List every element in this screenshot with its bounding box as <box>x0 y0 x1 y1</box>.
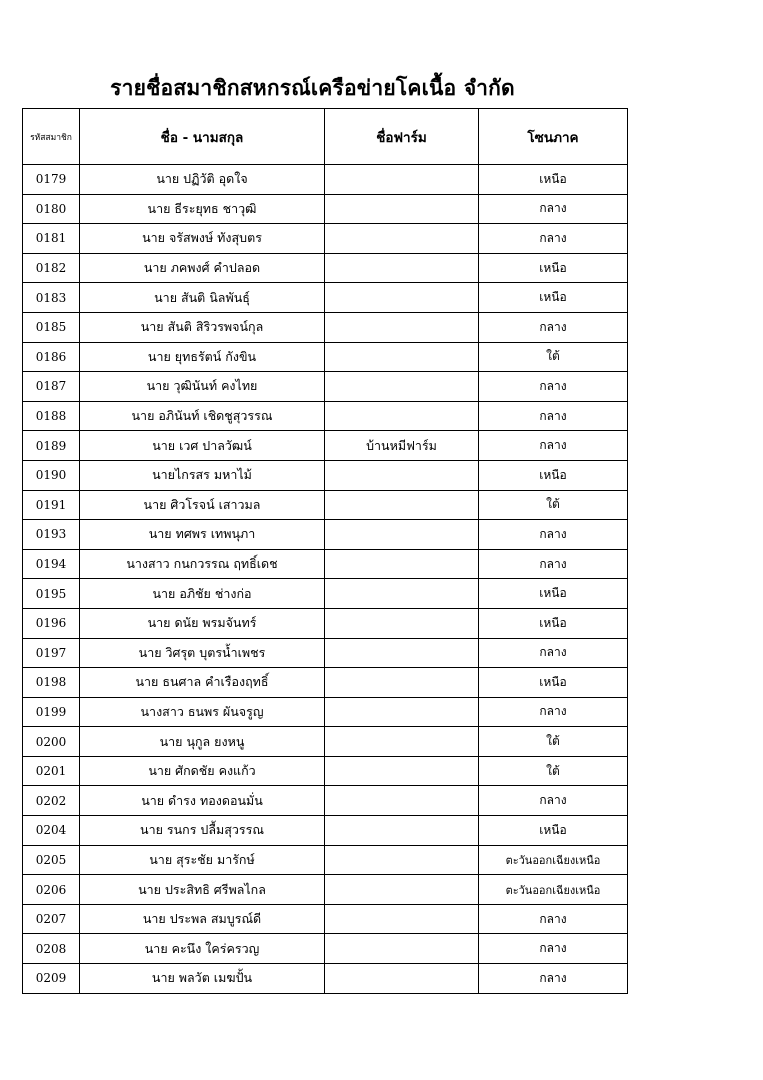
farm-name-cell <box>325 845 479 875</box>
member-id-cell: 0209 <box>23 964 80 994</box>
table-row <box>23 668 628 698</box>
farm-name-cell <box>325 312 479 342</box>
farm-name-cell <box>325 786 479 816</box>
column-header-name: ชื่อ - นามสกุล <box>80 109 325 165</box>
farm-name-cell <box>325 964 479 994</box>
zone-cell: กลาง <box>479 224 628 254</box>
member-id-cell: 0190 <box>23 460 80 490</box>
farm-name-cell <box>325 904 479 934</box>
document-title: รายชื่อสมาชิกสหกรณ์เครือข่ายโคเนื้อ จำกัด <box>110 76 515 100</box>
farm-name-cell <box>325 520 479 550</box>
table-header-row <box>23 109 628 165</box>
member-name-cell: นาย ธีระยุทธ ชาวุฒิ <box>80 194 325 224</box>
zone-cell: กลาง <box>479 697 628 727</box>
zone-cell: กลาง <box>479 520 628 550</box>
zone-cell: กลาง <box>479 934 628 964</box>
member-name-cell: นายไกรสร มหาไม้ <box>80 460 325 490</box>
farm-name-cell <box>325 283 479 313</box>
zone-cell: กลาง <box>479 964 628 994</box>
column-header-zone: โซนภาค <box>479 109 628 165</box>
member-id-cell: 0189 <box>23 431 80 461</box>
member-id-cell: 0206 <box>23 875 80 905</box>
farm-name-cell: บ้านหมีฟาร์ม <box>325 431 479 461</box>
member-id-cell: 0204 <box>23 816 80 846</box>
member-id-cell: 0180 <box>23 194 80 224</box>
member-name-cell: นาย รนกร ปลื้มสุวรรณ <box>80 816 325 846</box>
zone-cell: เหนือ <box>479 608 628 638</box>
member-id-cell: 0197 <box>23 638 80 668</box>
zone-cell: เหนือ <box>479 579 628 609</box>
member-name-cell: นาย สันติ สิริวรพจน์กุล <box>80 312 325 342</box>
member-name-cell: นาย ดนัย พรมจันทร์ <box>80 608 325 638</box>
column-header-farm: ชื่อฟาร์ม <box>325 109 479 165</box>
member-id-cell: 0185 <box>23 312 80 342</box>
member-id-cell: 0181 <box>23 224 80 254</box>
member-id-cell: 0196 <box>23 608 80 638</box>
member-id-cell: 0187 <box>23 372 80 402</box>
member-name-cell: นาย ดำรง ทองดอนมั่น <box>80 786 325 816</box>
table-row <box>23 964 628 994</box>
member-name-cell: นาย ประสิทธิ ศรีพลไกล <box>80 875 325 905</box>
table-row <box>23 431 628 461</box>
table-row <box>23 904 628 934</box>
farm-name-cell <box>325 372 479 402</box>
farm-name-cell <box>325 224 479 254</box>
zone-cell: เหนือ <box>479 283 628 313</box>
member-table <box>22 108 628 994</box>
member-id-cell: 0205 <box>23 845 80 875</box>
farm-name-cell <box>325 727 479 757</box>
zone-cell: เหนือ <box>479 460 628 490</box>
member-name-cell: นาย ธนศาล คำเรืองฤทธิ์ <box>80 668 325 698</box>
member-name-cell: นาย สันติ นิลพันธุ์ <box>80 283 325 313</box>
member-name-cell: นาย ศิวโรจน์ เสาวมล <box>80 490 325 520</box>
column-header-member-id: รหัสสมาชิก <box>23 109 80 165</box>
member-name-cell: นาย จรัสพงษ์ ทังสุบตร <box>80 224 325 254</box>
table-row <box>23 697 628 727</box>
member-name-cell: นางสาว กนกวรรณ ฤทธิ์เดช <box>80 549 325 579</box>
member-name-cell: นาย ยุทธรัตน์ กังขิน <box>80 342 325 372</box>
farm-name-cell <box>325 875 479 905</box>
member-name-cell: นาย นุกูล ยงหนู <box>80 727 325 757</box>
table-row <box>23 816 628 846</box>
farm-name-cell <box>325 549 479 579</box>
table-row <box>23 579 628 609</box>
zone-cell: กลาง <box>479 372 628 402</box>
table-row <box>23 549 628 579</box>
zone-cell: เหนือ <box>479 165 628 195</box>
farm-name-cell <box>325 253 479 283</box>
member-id-cell: 0191 <box>23 490 80 520</box>
farm-name-cell <box>325 608 479 638</box>
table-row <box>23 372 628 402</box>
farm-name-cell <box>325 165 479 195</box>
zone-cell: กลาง <box>479 194 628 224</box>
table-row <box>23 460 628 490</box>
farm-name-cell <box>325 756 479 786</box>
zone-cell: กลาง <box>479 904 628 934</box>
member-name-cell: นางสาว ธนพร ผันจรูญ <box>80 697 325 727</box>
member-id-cell: 0183 <box>23 283 80 313</box>
table-row <box>23 520 628 550</box>
member-id-cell: 0186 <box>23 342 80 372</box>
zone-cell: เหนือ <box>479 668 628 698</box>
member-id-cell: 0208 <box>23 934 80 964</box>
table-row <box>23 875 628 905</box>
member-id-cell: 0194 <box>23 549 80 579</box>
farm-name-cell <box>325 194 479 224</box>
farm-name-cell <box>325 816 479 846</box>
table-row <box>23 845 628 875</box>
zone-cell: ใต้ <box>479 490 628 520</box>
member-name-cell: นาย วุฒินันท์ คงไทย <box>80 372 325 402</box>
table-row <box>23 165 628 195</box>
table-row <box>23 224 628 254</box>
zone-cell: ตะวันออกเฉียงเหนือ <box>479 845 628 875</box>
member-id-cell: 0179 <box>23 165 80 195</box>
table-row <box>23 727 628 757</box>
zone-cell: ใต้ <box>479 342 628 372</box>
table-row <box>23 608 628 638</box>
member-id-cell: 0188 <box>23 401 80 431</box>
table-row <box>23 312 628 342</box>
member-name-cell: นาย ภคพงศ์ คำปลอด <box>80 253 325 283</box>
zone-cell: เหนือ <box>479 816 628 846</box>
zone-cell: กลาง <box>479 401 628 431</box>
table-row <box>23 934 628 964</box>
table-body <box>23 165 628 994</box>
zone-cell: ใต้ <box>479 727 628 757</box>
member-name-cell: นาย ศักดชัย คงแก้ว <box>80 756 325 786</box>
member-id-cell: 0195 <box>23 579 80 609</box>
zone-cell: กลาง <box>479 431 628 461</box>
member-id-cell: 0193 <box>23 520 80 550</box>
table-row <box>23 490 628 520</box>
member-name-cell: นาย ทศพร เทพนุภา <box>80 520 325 550</box>
member-id-cell: 0207 <box>23 904 80 934</box>
zone-cell: เหนือ <box>479 253 628 283</box>
member-name-cell: นาย อภินันท์ เชิดชูสุวรรณ <box>80 401 325 431</box>
farm-name-cell <box>325 638 479 668</box>
member-name-cell: นาย พลวัต เมฆปั้น <box>80 964 325 994</box>
member-name-cell: นาย อภิชัย ช่างก่อ <box>80 579 325 609</box>
member-id-cell: 0199 <box>23 697 80 727</box>
member-name-cell: นาย วิศรุต บุตรน้ำเพชร <box>80 638 325 668</box>
farm-name-cell <box>325 342 479 372</box>
member-id-cell: 0202 <box>23 786 80 816</box>
member-name-cell: นาย คะนึง ใคร่ครวญ <box>80 934 325 964</box>
member-name-cell: นาย สุระชัย มารักษ์ <box>80 845 325 875</box>
table-row <box>23 638 628 668</box>
member-id-cell: 0198 <box>23 668 80 698</box>
member-name-cell: นาย ปฏิวัติ อุดใจ <box>80 165 325 195</box>
table-row <box>23 194 628 224</box>
zone-cell: กลาง <box>479 549 628 579</box>
member-id-cell: 0200 <box>23 727 80 757</box>
table-row <box>23 756 628 786</box>
member-id-cell: 0201 <box>23 756 80 786</box>
member-name-cell: นาย ประพล สมบูรณ์ดี <box>80 904 325 934</box>
table-row <box>23 342 628 372</box>
table-row <box>23 786 628 816</box>
zone-cell: กลาง <box>479 638 628 668</box>
farm-name-cell <box>325 934 479 964</box>
table-row <box>23 283 628 313</box>
farm-name-cell <box>325 460 479 490</box>
farm-name-cell <box>325 579 479 609</box>
table-row <box>23 401 628 431</box>
farm-name-cell <box>325 490 479 520</box>
zone-cell: กลาง <box>479 786 628 816</box>
zone-cell: ใต้ <box>479 756 628 786</box>
farm-name-cell <box>325 668 479 698</box>
zone-cell: ตะวันออกเฉียงเหนือ <box>479 875 628 905</box>
farm-name-cell <box>325 697 479 727</box>
member-name-cell: นาย เวศ ปาลวัฒน์ <box>80 431 325 461</box>
table-row <box>23 253 628 283</box>
zone-cell: กลาง <box>479 312 628 342</box>
farm-name-cell <box>325 401 479 431</box>
member-id-cell: 0182 <box>23 253 80 283</box>
